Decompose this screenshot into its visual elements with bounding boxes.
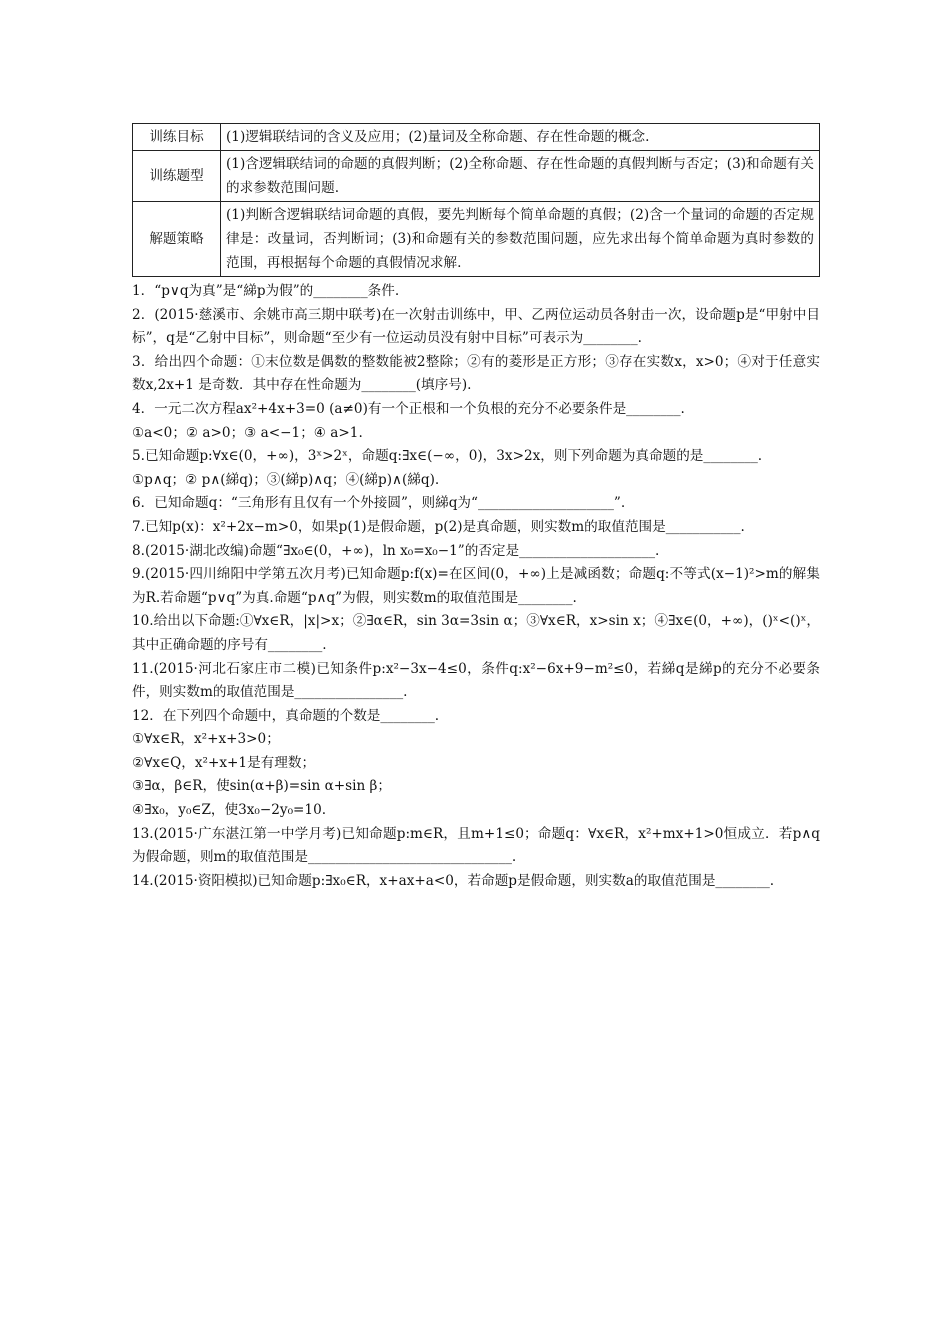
question-item: 14.(2015·资阳模拟)已知命题p:∃x₀∈R，x+ax+a<0，若命题p是假命题，则实数a的取值范围是________. (132, 872, 775, 889)
question-option: ②∀x∈Q，x²+x+1是有理数； (132, 754, 316, 771)
question-item: 11.(2015·河北石家庄市二模)已知条件p:x²−3x−4≤0，条件q:x²−6x+9−m²≤0，若綈q是綈p的充分不必要条件，则实数m的取值范围是________________. (132, 660, 820, 701)
table-row (133, 151, 820, 202)
document-page (132, 123, 820, 893)
row-text: (1)含逻辑联结词的命题的真假判断；(2)全称命题、存在性命题的真假判断与否定；(3)和命题有关的求参数范围问题. (221, 151, 820, 202)
row-text: (1)判断含逻辑联结词命题的真假，要先判断每个简单命题的真假；(2)含一个量词的命题的否定规律是：改量词，否判断词；(3)和命题有关的参数范围问题，应先求出每个简单命题为真时参数的范围，再根据每个命题的真假情况求解. (221, 202, 820, 277)
question-item: 3．给出四个命题：①末位数是偶数的整数能被2整除；②有的菱形是正方形；③存在实数x，x>0；④对于任意实数x,2x+1 是奇数．其中存在性命题为________(填序号). (132, 353, 820, 394)
question-option: ④∃x₀，y₀∈Z，使3x₀−2y₀=10. (132, 802, 327, 819)
question-item: 10.给出以下命题:①∀x∈R，|x|>x；②∃α∈R，sin 3α=3sin α；③∀x∈R，x>sin x；④∃x∈(0，+∞)，()ˣ<()ˣ，其中正确命题的序号有________. (132, 613, 820, 653)
question-list (132, 280, 820, 893)
question-item: 4．一元二次方程ax²+4x+3=0 (a≠0)有一个正根和一个负根的充分不必要条件是________. (132, 400, 685, 417)
question-options: ①p∧q；② p∧(綈q)；③(綈p)∧q；④(綈p)∧(綈q). (132, 471, 440, 488)
row-label: 训练题型 (133, 151, 221, 202)
row-label: 解题策略 (133, 202, 221, 277)
question-item: 12．在下列四个命题中，真命题的个数是________. (132, 707, 440, 724)
question-options: ①a<0；② a>0；③ a<−1；④ a>1. (132, 424, 363, 441)
question-item: 7.已知p(x)：x²+2x−m>0，如果p(1)是假命题，p(2)是真命题，则实数m的取值范围是___________. (132, 518, 745, 535)
row-text: (1)逻辑联结词的含义及应用；(2)量词及全称命题、存在性命题的概念. (221, 124, 820, 151)
question-item: 2．(2015·慈溪市、余姚市高三期中联考)在一次射击训练中，甲、乙两位运动员各射击一次，设命题p是“甲射中目标”，q是“乙射中目标”，则命题“至少有一位运动员没有射中目标”可表示为________. (132, 306, 820, 347)
table-row (133, 202, 820, 277)
question-option: ③∃α，β∈R，使sin(α+β)=sin α+sin β； (132, 778, 392, 795)
table-row (133, 124, 820, 151)
training-info-table (132, 123, 820, 277)
question-item: 6．已知命题q：“三角形有且仅有一个外接圆”，则綈q为“____________________”. (132, 495, 626, 512)
question-item: 8.(2015·湖北改编)命题“∃x₀∈(0，+∞)，ln x₀=x₀−1”的否定是____________________. (132, 542, 660, 559)
question-item: 13.(2015·广东湛江第一中学月考)已知命题p:m∈R，且m+1≤0；命题q：∀x∈R，x²+mx+1>0恒成立．若p∧q为假命题，则m的取值范围是______________________________. (132, 825, 820, 866)
question-option: ①∀x∈R，x²+x+3>0； (132, 731, 280, 748)
question-item: 5.已知命题p:∀x∈(0，+∞)，3ˣ>2ˣ，命题q:∃x∈(−∞，0)，3x>2x，则下列命题为真命题的是________. (132, 448, 763, 465)
row-label: 训练目标 (133, 124, 221, 151)
question-item: 1．“p∨q为真”是“綈p为假”的________条件. (132, 283, 400, 299)
question-item: 9.(2015·四川绵阳中学第五次月考)已知命题p:f(x)=在区间(0，+∞)上是减函数；命题q:不等式(x−1)²>m的解集为R.若命题“p∨q”为真.命题“p∧q”为假，则实数m的取值范围是________. (132, 566, 820, 606)
